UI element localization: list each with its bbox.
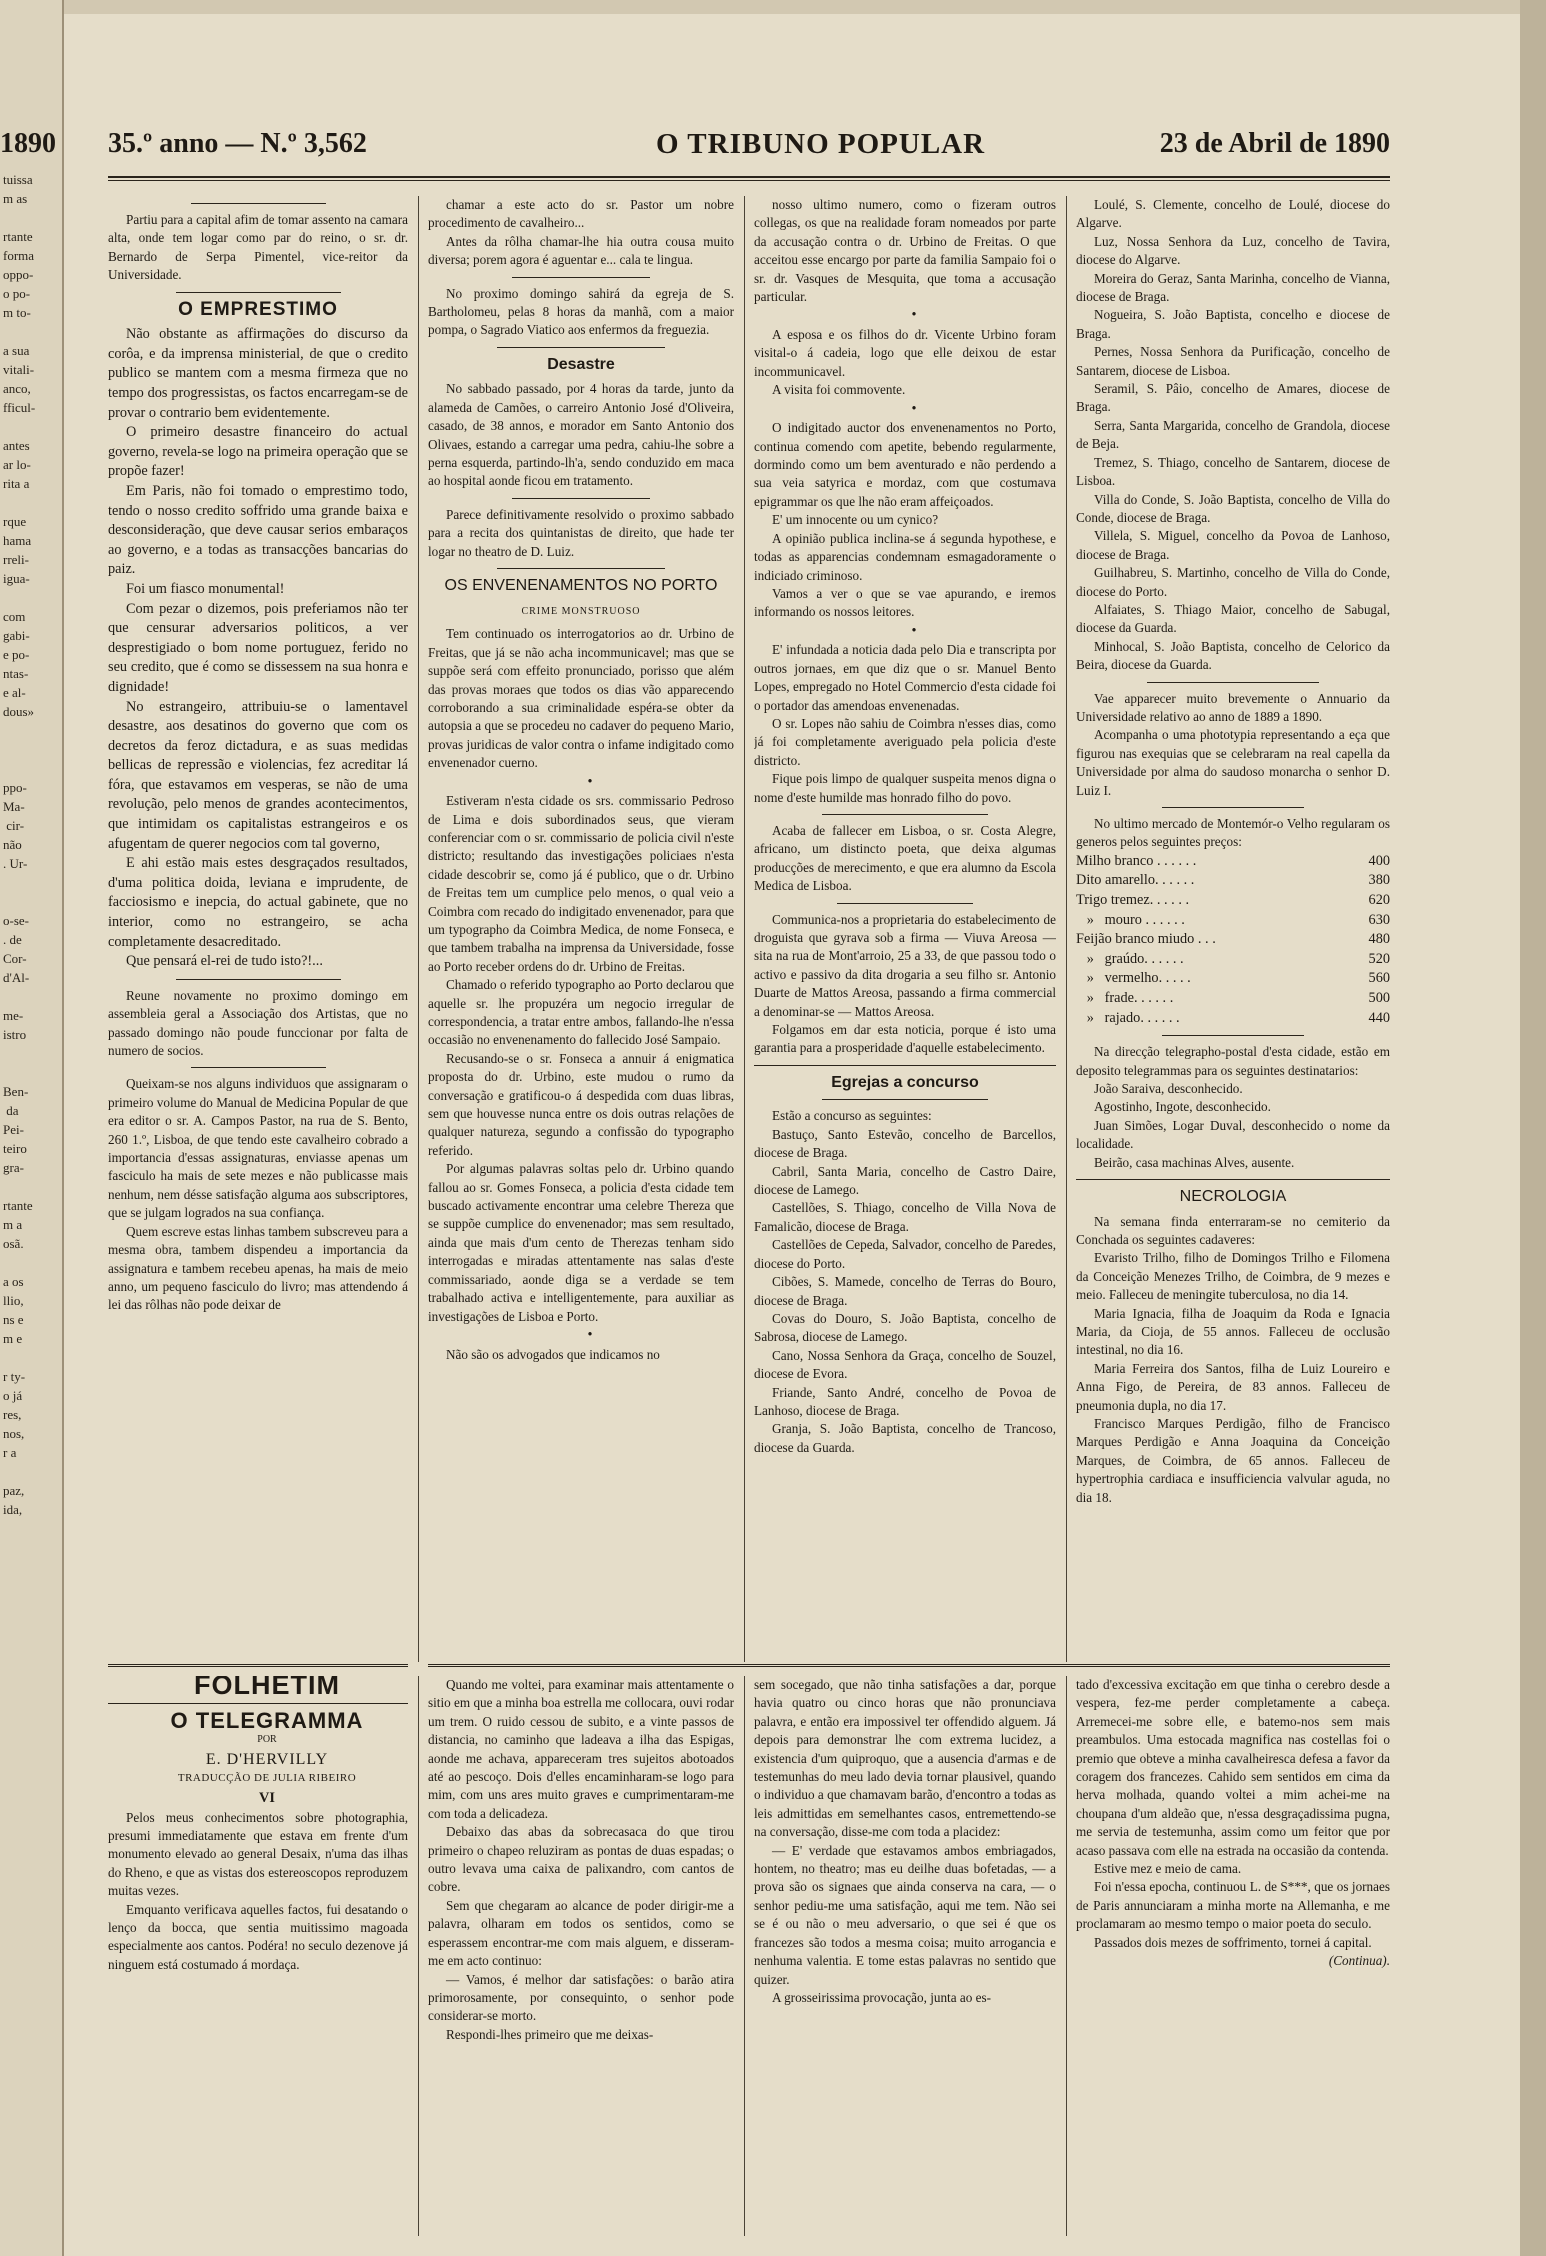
paragraph: Respondi-lhes primeiro que me deixas- xyxy=(446,2026,654,2042)
paragraph: chamar a este acto do sr. Pastor um nobre procedimento de cavalheiro... xyxy=(428,197,734,231)
paragraph: Emquanto verificava aquelles factos, fui desatando o lenço da bocca, que sentia muitissimo magoada especialmente aos cantos. Podéra! no seculo dezenove já ninguem está costumado á mordaça. xyxy=(108,1901,408,1972)
serial-chapter: VI xyxy=(259,1789,275,1806)
market-price-row xyxy=(1076,950,1390,970)
market-price: 520 xyxy=(1368,950,1390,967)
list-item: Tremez, S. Thiago, concelho de Santarem, diocese de Lisboa. xyxy=(1076,454,1390,489)
rule xyxy=(191,1067,326,1068)
previous-page-year: 1890 xyxy=(0,128,56,159)
list-item: Francisco Marques Perdigão, filho de Francisco Marques Perdigão e Anna Joaquina da Conceição Marques, de Coimbra, de 65 annos. Falleceu de hypertrophia cardiaca e insufficiencia valvular aguda, no dia 18. xyxy=(1076,1416,1390,1505)
column-2 xyxy=(428,196,734,1662)
paragraph: Não obstante as affirmações do discurso da corôa, e da imprensa ministerial, de que o credito publico se mantem com a mesma firmeza que no tempo dos progressistas, os factos encarregam-se de provar o contrario bem evidentemente. xyxy=(108,326,408,421)
folhetim-column-4 xyxy=(1076,1676,1390,2236)
rule xyxy=(1076,1179,1390,1180)
paragraph: nosso ultimo numero, como o fizeram outros collegas, os que na realidade foram nomeados por parte da accusação contra o dr. Urbino de Freitas. O que acceitou esse encargo por parte da familia Sampaio foi o sr. dr. Vasques de Mesquita, que toma a accusação particular. xyxy=(754,197,1056,305)
rule xyxy=(754,1065,1056,1066)
rule xyxy=(822,814,988,815)
paragraph: O primeiro desastre financeiro do actual governo, revela-se logo na primeira operação que se propõe fazer! xyxy=(108,424,408,480)
news-item: Parece definitivamente resolvido o proximo sabbado para a recita dos quintanistas de direito, que hade ter logar no theatro de D. Luiz. xyxy=(428,506,734,559)
market-price-row xyxy=(1076,871,1390,891)
market-price: 500 xyxy=(1368,989,1390,1006)
paragraph: Na semana finda enterraram-se no cemiterio da Conchada os seguintes cadaveres: xyxy=(1076,1213,1390,1247)
paragraph: Recusando-se o sr. Fonseca a annuir á enigmatica proposta do dr. Urbino, este mudou o rumo da conversação e gratificou-o á despedida com duas libras, sem que houvesse nunca entre os dois outras relações de qualquer natureza, segundo a confissão do typographo referido. xyxy=(428,1050,734,1158)
rule xyxy=(512,498,650,499)
rule xyxy=(497,347,665,348)
market-price-row xyxy=(1076,969,1390,989)
paragraph: Chamado o referido typographo ao Porto declarou que aquelle sr. lhe propuzéra um negocio irregular de correspondencia, a tratar entre ambos, fallando-lhe n'essa occasião no envenenamento do fallecido José Sampaio. xyxy=(428,977,734,1048)
news-item: No proximo domingo sahirá da egreja de S. Bartholomeu, pelas 8 horas da manhã, com a maior pompa, o Sagrado Viatico aos enfermos da freguezia. xyxy=(428,285,734,338)
paragraph: sem socegado, que não tinha satisfações a dar, porque havia quatro ou cinco horas que não pronunciava palavra, e então era impossivel ter offendido alguem. Já depois para demonstrar lhe com extrema lucidez, a existencia d'um quiproquo, que a ausencia d'armas e de testemunhas do meu lado devia tornar plausivel, quando o individuo a que chamavam barão, d'encontro a todas as leis admittidas em semelhantes casos, entremettendo-se na conversação, disse-me com toda a placidez: xyxy=(754,1677,1056,1840)
list-item: Seramil, S. Pâio, concelho de Amares, diocese de Braga. xyxy=(1076,381,1390,415)
paragraph: Fique pois limpo de qualquer suspeita menos digna o nome d'este humilde mas honrado filho do povo. xyxy=(754,771,1056,805)
issue-number: 35.º anno — N.º 3,562 xyxy=(108,128,367,159)
market-price-table xyxy=(1076,852,1390,1028)
market-item: » vermelho. . . . . xyxy=(1076,970,1191,987)
article-heading: O EMPRESTIMO xyxy=(178,298,338,320)
news-item: Acaba de fallecer em Lisboa, o sr. Costa Alegre, africano, um distincto poeta, que deixa algumas producções de merecimento, e que era alumno da Escola Medica de Lisboa. xyxy=(754,822,1056,894)
column-3 xyxy=(754,196,1056,1662)
list-item: Cabril, Santa Maria, concelho de Castro Daire, diocese de Lamego. xyxy=(754,1163,1056,1198)
rule xyxy=(191,203,326,204)
paragraph: E ahi estão mais estes desgraçados resultados, d'uma politica doida, leviana e imprudente, de facciosismo e inepcia, do actual gabinete, que no interior, como no estrangeiro, se acha completamente desacreditado. xyxy=(108,855,408,950)
paragraph: Antes da rôlha chamar-lhe hia outra cousa muito diversa; porem agora é aguentar e... cala te lingua. xyxy=(428,233,734,268)
column-4 xyxy=(1076,196,1390,1662)
market-price-row xyxy=(1076,930,1390,950)
list-item: Covas do Douro, S. João Baptista, concelho de Sabrosa, diocese de Lamego. xyxy=(754,1310,1056,1345)
rule xyxy=(1147,682,1320,683)
paragraph: Sem que chegaram ao alcance de poder dirigir-me a palavra, olharam em todos os sentidos, como se esperassem encontrar-me com mais alguem, e disseram-me em acto continuo: xyxy=(428,1897,734,1969)
rule xyxy=(822,1099,988,1100)
serial-author: E. D'HERVILLY xyxy=(205,1750,329,1768)
column-divider xyxy=(744,196,745,1662)
list-item: Castellões de Cepeda, Salvador, concelho de Paredes, diocese do Porto. xyxy=(754,1237,1056,1271)
paragraph: A grosseirissima provocação, junta ao es- xyxy=(772,1989,991,2005)
market-price: 400 xyxy=(1368,852,1390,869)
separator-star: • xyxy=(587,1326,593,1343)
list-item: Villela, S. Miguel, concelho da Povoa de Lanhoso, diocese de Braga. xyxy=(1076,528,1390,562)
section-heading: OS ENVENENAMENTOS NO PORTO xyxy=(444,577,718,595)
masthead-rule xyxy=(108,176,1390,181)
column-1 xyxy=(108,196,408,1662)
market-item: » graúdo. . . . . . xyxy=(1076,950,1184,967)
separator-star: • xyxy=(911,307,917,324)
news-item: Acompanha o uma phototypia representando a eça que figurou nas exequias que se celebraram na real capella da Universidade por alma do saudoso monarcha o senhor D. Luiz I. xyxy=(1076,727,1390,798)
paragraph: Pelos meus conhecimentos sobre photographia, presumi immediatamente que estava em frente d'um monumento elevado ao general Desaix, n'uma das ilhas do Rheno, e que as vistas dos estereoscopos reproduzem muitas vezes. xyxy=(108,1809,408,1899)
paragraph: A visita foi commovente. xyxy=(772,382,906,398)
paragraph: Estiveram n'esta cidade os srs. commissario Pedroso de Lima e dois subordinados seus, que vieram conferenciar com o sr. commissario de policia civil n'este districto; resultando das investigações policiaes n'esta cidade descobrir se, como já é publico, que o dr. Urbino de Freitas tem um cumplice pelo menos, o qual veio a Coimbra com recado do indigitado envenenador, para que um typographo da Coimbra Medica, de nome Fonseca, e que tambem trabalha na imprensa da Universidade, fosse ao Porto receber ordens do dr. Urbino de Freitas. xyxy=(428,793,734,974)
previous-page-text: tuissa m as rtante forma oppo- o po- m to- a sua vitali- anco, fficul- antes ar lo- rita a rque hama rreli- igua- com gabi- e po- ntas- e al- dous» ppo- Ma- cir- não . Ur- o-se- . de Cor- d'Al- me- istro Ben- da Pei- teiro gra- rtante m a osã. a os llio, ns e m e r ty- o já res, nos, r a paz, ida, xyxy=(3,172,36,1517)
market-price-row xyxy=(1076,989,1390,1009)
list-item: Agostinho, Ingote, desconhecido. xyxy=(1094,1099,1271,1115)
paragraph: Debaixo das abas da sobrecasaca do que tirou primeiro o chapeo reluziram as pontas de duas espadas; o outro levava uma caixa de palixandro, com cantos de cobre. xyxy=(428,1824,734,1895)
rule xyxy=(176,292,341,293)
news-item: Communica-nos a proprietaria do estabelecimento de droguista que gyrava sob a firma — Viuva Areosa — sita na rua de Mont'arroio, 25 a 33, de que passou todo o activo e passivo da dita drogaria a seu filho sr. Antonio Duarte de Mattos Areosa, passando a firma commercial a denominar-se — Mattos Areosa. xyxy=(754,911,1056,1019)
list-item: Pernes, Nossa Senhora da Purificação, concelho de Santarem, diocese de Lisboa. xyxy=(1076,344,1390,378)
list-item: Cano, Nossa Senhora da Graça, concelho de Souzel, diocese de Evora. xyxy=(754,1347,1056,1382)
folhetim-column-2 xyxy=(428,1676,734,2236)
market-price-row xyxy=(1076,1009,1390,1029)
to-be-continued: (Continua). xyxy=(1328,1953,1390,1969)
folhetim-rule xyxy=(108,1664,408,1667)
rule xyxy=(176,979,341,980)
rule xyxy=(497,568,665,569)
folhetim-column-1 xyxy=(108,1676,408,2236)
market-price: 480 xyxy=(1368,931,1390,948)
folhetim-column-3 xyxy=(754,1676,1056,2236)
market-item: » rajado. . . . . . xyxy=(1076,1009,1180,1026)
separator-star: • xyxy=(587,773,593,790)
column-divider xyxy=(1066,1676,1067,2236)
paragraph: tado d'excessiva excitação em que tinha o cerebro desde a vespera, fez-me perder completamente a cabeça. Arremecei-me sobre elle, e batemo-nos sem mais preambulos. Uma estocada magnifica nas costellas foi o premio que obteve a minha cavalheiresca defesa a favor da coragem dos francezes. Cahido sem sentidos em cima da herva molhada, quando voltei a mim achei-me na choupana d'um aldeão que, n'essa desgraçadissima pugna, me servia de testemunha, assim como um feitor que por acaso passava com elle na estrada na occasião da contenda. xyxy=(1076,1677,1390,1858)
market-price: 630 xyxy=(1368,911,1390,928)
market-item: Trigo tremez. . . . . . xyxy=(1076,892,1190,908)
market-price: 560 xyxy=(1368,970,1390,987)
list-item: Maria Ignacia, filha de Joaquim da Roda e Ignacia Maria, da Cioja, de 55 annos. Falleceu de occlusão intestinal, no dia 16. xyxy=(1076,1305,1390,1358)
list-item: Beirão, casa machinas Alves, ausente. xyxy=(1094,1154,1295,1170)
section-heading: NECROLOGIA xyxy=(1179,1188,1287,1205)
paragraph: E' um innocente ou um cynico? xyxy=(772,512,939,528)
masthead xyxy=(108,128,1390,172)
news-item: Partiu para a capital afim de tomar assento na camara alta, onde tem logar como par do reino, o sr. dr. Bernardo de Serpa Pimentel, vice-reitor da Universidade. xyxy=(108,212,408,283)
market-item: » frade. . . . . . xyxy=(1076,989,1174,1006)
folhetim-rule xyxy=(428,1664,1390,1667)
list-item: Alfaiates, S. Thiago Maior, concelho de Sabugal, diocese da Guarda. xyxy=(1076,601,1390,636)
paragraph: Que pensará el-rei de tudo isto?!... xyxy=(126,953,323,970)
market-item: Milho branco . . . . . . xyxy=(1076,852,1197,869)
paragraph: No estrangeiro, attribuiu-se o lamentavel desastre, aos desatinos do governo que com os decretos da feroz dictadura, e as suas medidas bellicas de repressão e violencias, fez acreditar lá fóra, que estavamos em vesperas, se não de uma revolução, pelo menos de grandes acontecimentos, que intimidam os capitalistas estrangeiros e os afugentam de querer negocios com tal governo, xyxy=(108,698,408,852)
list-item: João Saraiva, desconhecido. xyxy=(1094,1080,1243,1096)
paragraph: Foi n'essa epocha, continuou L. de S***, que os jornaes de Paris annunciaram a minha morte na Allemanha, e me proclamaram ao mesmo tempo o maior poeta do seculo. xyxy=(1076,1879,1390,1932)
list-item: Guilhabreu, S. Martinho, concelho de Villa do Conde, diocese do Porto. xyxy=(1076,565,1390,599)
separator-star: • xyxy=(911,400,917,417)
rule xyxy=(1162,807,1303,808)
issue-date: 23 de Abril de 1890 xyxy=(1159,128,1390,159)
serial-translator: TRADUCÇÃO DE JULIA RIBEIRO xyxy=(177,1772,357,1785)
news-item: Folgamos em dar esta noticia, porque é isto uma garantia para a prosperidade d'aquelle estabelecimento. xyxy=(754,1022,1056,1056)
separator-star: • xyxy=(911,622,917,639)
column-divider xyxy=(744,1676,745,2236)
list-item: Castellões, S. Thiago, concelho de Villa Nova de Famalicão, diocese de Braga. xyxy=(754,1200,1056,1234)
paragraph: Em Paris, não foi tomado o emprestimo todo, tendo o nosso credito soffrido uma grande baixa e desconsideração, que deve causar serios embaraços ao governo, e a todas as transacções bancarias do paiz. xyxy=(108,482,408,578)
news-item: Quem escreve estas linhas tambem subscreveu para a mesma obra, tambem dispendeu a importancia da assignatura e tambem recebeu apenas, ha mais de meio anno, um pequeno fasciculo do livro; mas attendendo á lei das rôlhas não pode deixar de xyxy=(108,1223,408,1313)
paragraph: Por algumas palavras soltas pelo dr. Urbino quando fallou ao sr. Gomes Fonseca, a policia d'esta cidade tem buscado activamente encontrar uma celebre Thereza que se suppõe cumplice do envenenador; mas sem resultado, ainda que mais d'um cento de Therezas tenham sido interrogadas e miradas attentamente nas salas d'este commissariado, aonde diga se a verdade se tem trabalhado activa e intelligentemente, para auxiliar as investigações de Lisboa e Porto. xyxy=(428,1161,734,1324)
news-item: No ultimo mercado de Montemór-o Velho regularam os generos pelos seguintes preços: xyxy=(1076,816,1390,850)
paragraph: O sr. Lopes não sahiu de Coimbra n'esses dias, como já foi completamente averiguado pela policia d'este districto. xyxy=(754,715,1056,768)
market-price-row xyxy=(1076,891,1390,911)
list-item: Evaristo Trilho, filho de Domingos Trilho e Filomena da Conceição Menezes Trilho, de Coimbra, de 9 mezes e meio. Falleceu de meningite tuberculosa, no dia 14. xyxy=(1076,1250,1390,1303)
paragraph: — E' verdade que estavamos ambos embriagados, hontem, no theatro; mas eu deilhe duas bofetadas, — a prova são os signaes que ainda conserva na cara, — o senhor pediu-me uma satisfação, aqui me tem. Não sei se é ou não o meu adversario, o que sei é que os francezes são todos a mesma coisa; muito arrogancia e nenhuma valentia. E tome estas palavras no sentido que quizer. xyxy=(754,1842,1056,1987)
page-top-edge xyxy=(62,0,1520,14)
paragraph: Quando me voltei, para examinar mais attentamente o sitio em que a minha boa estrella me collocara, ouvi rodar um trem. O ruido cessou de subito, e a vinte passos de distancia, no caminho que ladeava a ilha das Espigas, aonde me achava, appareceram tres sujeitos abotoados até ao pescoço. Dois d'elles encaminharam-se logo para mim, com uns ares muito graves e cumprimentaram-me com toda a delicadeza. xyxy=(428,1677,734,1821)
market-price-row xyxy=(1076,852,1390,872)
list-item: Estão a concurso as seguintes: xyxy=(772,1108,932,1124)
list-item: Maria Ferreira dos Santos, filha de Luiz Loureiro e Anna Figo, de Pereira, de 83 annos. Falleceu de pneumonia dupla, no dia 17. xyxy=(1076,1360,1390,1413)
section-subheading: CRIME MONSTRUOSO xyxy=(521,605,641,617)
list-item: Nogueira, S. João Baptista, concelho e diocese de Braga. xyxy=(1076,307,1390,341)
paragraph: E' infundada a noticia dada pelo Dia e transcripta por outros jornaes, em que diz que o sr. Manuel Bento Lopes, empregado no Hotel Commercio d'esta cidade foi o portador das amendoas envenenadas. xyxy=(754,642,1056,713)
market-item: Feijão branco miudo . . . xyxy=(1076,931,1216,948)
news-item: Vae apparecer muito brevemente o Annuario da Universidade relativo ao anno de 1889 a 1890. xyxy=(1076,690,1390,724)
list-item: Serra, Santa Margarida, concelho de Grandola, diocese de Beja. xyxy=(1076,417,1390,452)
market-item: » mouro . . . . . . xyxy=(1076,911,1185,928)
market-price: 620 xyxy=(1368,892,1390,908)
serial-title: O TELEGRAMMA xyxy=(170,1707,364,1733)
column-divider xyxy=(1066,196,1067,1662)
paragraph: Passados dois mezes de soffrimento, tornei á capital. xyxy=(1094,1934,1372,1950)
market-price: 380 xyxy=(1368,872,1390,889)
market-item: Dito amarello. . . . . . xyxy=(1076,872,1195,889)
folhetim-label: FOLHETIM xyxy=(194,1676,340,1700)
list-item: Villa do Conde, S. João Baptista, concelho de Villa do Conde, diocese de Braga. xyxy=(1076,491,1390,525)
news-item: Queixam-se nos alguns individuos que assignaram o primeiro volume do Manual de Medicina Popular de que era editor o sr. A. Campos Pastor, na rua de S. Bento, 260 1.º, Lisboa, de que tendo este cavalheiro cobrado a importancia d'essas assignaturas, enviasse apenas um fasciculo ha mais de sete mezes e não publicasse mais nenhum, nem désse satisfação alguma aos subscriptores, que se julgam logrados na sua confiança. xyxy=(108,1076,408,1221)
market-price-row xyxy=(1076,911,1390,931)
column-divider xyxy=(418,196,419,1662)
previous-page-edge xyxy=(0,0,64,2256)
paragraph: Não são os advogados que indicamos no xyxy=(446,1346,660,1362)
rule xyxy=(837,903,973,904)
section-heading: Desastre xyxy=(547,355,615,373)
list-item: Moreira do Geraz, Santa Marinha, concelho de Vianna, diocese de Braga. xyxy=(1076,270,1390,305)
rule xyxy=(108,1703,408,1704)
list-item: Loulé, S. Clemente, concelho de Loulé, diocese do Algarve. xyxy=(1076,197,1390,231)
serial-by: POR xyxy=(257,1734,277,1746)
paragraph: Vamos a ver o que se vae apurando, e iremos informando os nossos leitores. xyxy=(754,585,1056,620)
list-item: Minhocal, S. João Baptista, concelho de Celorico da Beira, diocese da Guarda. xyxy=(1076,638,1390,673)
list-item: Friande, Santo André, concelho de Povoa de Lanhoso, diocese de Braga. xyxy=(754,1384,1056,1418)
section-heading: Egrejas a concurso xyxy=(831,1073,979,1091)
paragraph: O indigitado auctor dos envenenamentos no Porto, continua comendo com apetite, bebendo regularmente, dormindo como um bem aventurado e não perdendo a sua veia satyrica e mordaz, com que costumava epigrammar os que lhe não eram affeiçoados. xyxy=(754,420,1056,509)
paragraph: A esposa e os filhos do dr. Vicente Urbino foram visital-o á cadeia, logo que elle deixou de estar incommunicavel. xyxy=(754,327,1056,379)
page-right-edge xyxy=(1520,0,1546,2256)
paragraph: Com pezar o dizemos, pois preferiamos não ter que censurar adversarios politicos, a ver desprestigiado o bom nome portuguez, ferido no seu credito, que é como se dissessem na sua honra e dignidade! xyxy=(108,600,408,695)
list-item: Cibões, S. Mamede, concelho de Terras do Bouro, diocese de Braga. xyxy=(754,1274,1056,1308)
rule xyxy=(512,277,650,278)
news-item: Na direcção telegrapho-postal d'esta cidade, estão em deposito telegrammas para os seguintes destinatarios: xyxy=(1076,1044,1390,1078)
paragraph: Estive mez e meio de cama. xyxy=(1094,1861,1242,1877)
news-item: No sabbado passado, por 4 horas da tarde, junto da alameda de Camões, o carreiro Antonio José d'Oliveira, casado, de 38 annos, e morador em Santo Antonio dos Olivaes, estando a carregar uma pedra, cahiu-lhe sobre a perna esquerda, partindo-lh'a, sendo conduzido em maca ao hospital aonde ficou em tratamento. xyxy=(428,381,734,489)
paragraph: Tem continuado os interrogatorios ao dr. Urbino de Freitas, que já se não acha incommunicavel; mas que se suppõe será com effeito pronunciado, porisso que além das provas moraes que todos os dias vão apparecendo corroborando a sua criminalidade espéra-se obter da autopsia a que se procedeu no cadaver do pequeno Mario, provas juridicas de valor contra o infame indigitado como envenenador cuerno. xyxy=(428,626,734,771)
list-item: Bastuço, Santo Estevão, concelho de Barcellos, diocese de Braga. xyxy=(754,1126,1056,1161)
paragraph: — Vamos, é melhor dar satisfações: o barão atira primorosamente, por consequinto, o senhor pode considerar-se morto. xyxy=(428,1971,734,2024)
column-divider xyxy=(418,1676,419,2236)
list-item: Luz, Nossa Senhora da Luz, concelho de Tavira, diocese do Algarve. xyxy=(1076,233,1390,268)
market-price: 440 xyxy=(1368,1009,1390,1026)
rule xyxy=(1162,1035,1303,1036)
news-item: Reune novamente no proximo domingo em assembleia geral a Associação dos Artistas, que no passado domingo não poude funccionar por falta de numero de socios. xyxy=(108,987,408,1059)
newspaper-title: O TRIBUNO POPULAR xyxy=(656,128,986,160)
list-item: Juan Simões, Logar Duval, desconhecido o nome da localidade. xyxy=(1076,1117,1390,1152)
list-item: Granja, S. João Baptista, concelho de Trancoso, diocese da Guarda. xyxy=(754,1421,1056,1455)
paragraph: Foi um fiasco monumental! xyxy=(126,580,285,597)
paragraph: A opinião publica inclina-se á segunda hypothese, e todas as apparencias condemnam esmagadoramente o indiciado criminoso. xyxy=(754,530,1056,583)
